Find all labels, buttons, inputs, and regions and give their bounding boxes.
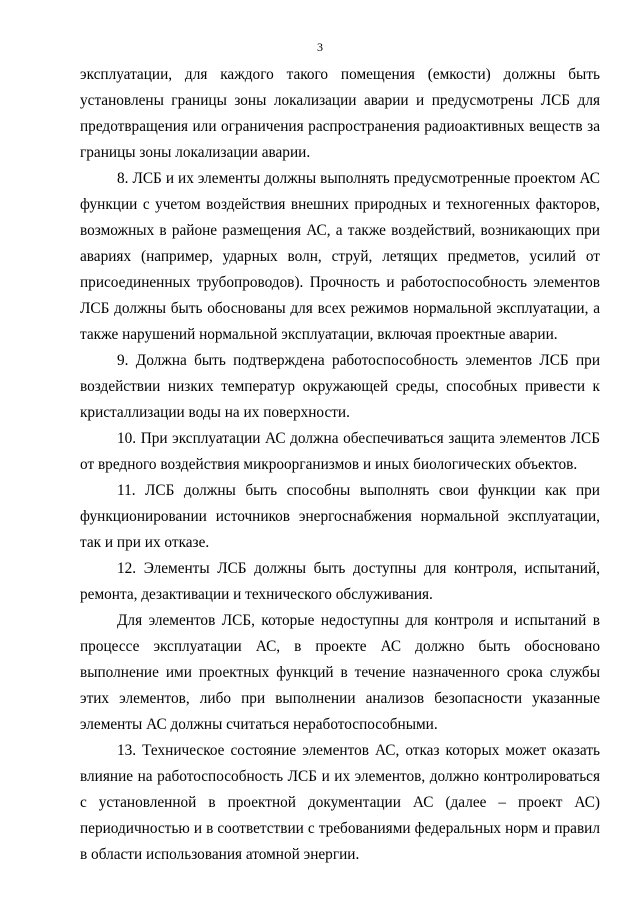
paragraph-13: 13. Техническое состояние элементов АС, отказ которых может оказать влияние на работоспособность ЛСБ и их элементов, должно контролироваться с установленной в проектной документации АС (далее – проект АС) периодичностью и в соответствии с требованиями федеральных норм и правил в области использования атомной энергии.: [80, 742, 600, 863]
paragraph-12: 12. Элементы ЛСБ должны быть доступны для контроля, испытаний, ремонта, дезактивации и технического обслуживания.: [80, 560, 600, 603]
paragraph-continuation: эксплуатации, для каждого такого помещения (емкости) должны быть установлены границы зоны локализации аварии и предусмотрены ЛСБ для предотвращения или ограничения распространения радиоактивных веществ за границы зоны локализации аварии.: [80, 66, 600, 161]
paragraph-8: 8. ЛСБ и их элементы должны выполнять предусмотренные проектом АС функции с учетом воздействия внешних природных и техногенных факторов, возможных в районе размещения АС, а также воздействий, возникающих при авариях (например, ударных волн, струй, летящих предметов, усилий от присоединенных трубопроводов). Прочность и работоспособность элементов ЛСБ должны быть обоснованы для всех режимов нормальной эксплуатации, а также нарушений нормальной эксплуатации, включая проектные аварии.: [80, 170, 600, 343]
paragraph-9: 9. Должна быть подтверждена работоспособность элементов ЛСБ при воздействии низких температур окружающей среды, способных привести к кристаллизации воды на их поверхности.: [80, 352, 600, 421]
page-number: 3: [317, 40, 323, 54]
paragraph-11: 11. ЛСБ должны быть способны выполнять свои функции как при функционировании источников энергоснабжения нормальной эксплуатации, так и при их отказе.: [80, 482, 600, 551]
paragraph-12-continuation: Для элементов ЛСБ, которые недоступны для контроля и испытаний в процессе эксплуатации АС, в проекте АС должно быть обосновано выполнение ими проектных функций в течение назначенного срока службы этих элементов, либо при выполнении анализов безопасности указанные элементы АС должны считаться неработоспособными.: [80, 612, 600, 733]
paragraph-10: 10. При эксплуатации АС должна обеспечиваться защита элементов ЛСБ от вредного воздействия микроорганизмов и иных биологических объектов.: [80, 430, 600, 473]
document-body: [80, 62, 600, 868]
